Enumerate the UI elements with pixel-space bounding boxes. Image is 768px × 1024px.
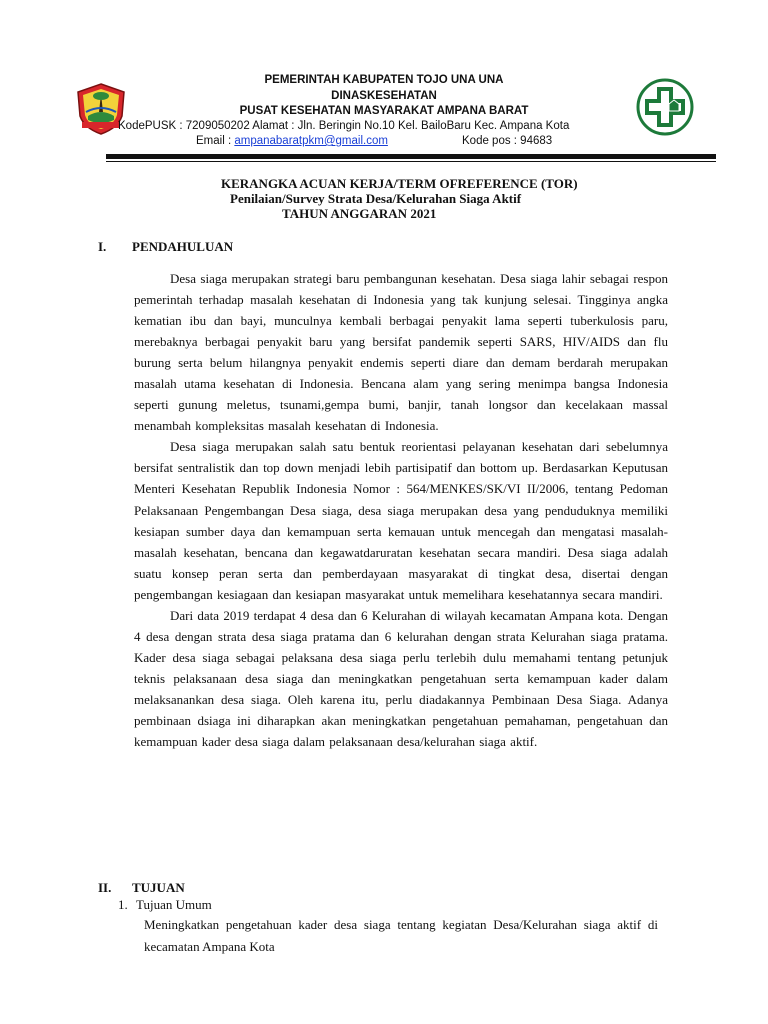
paragraph-1: Desa siaga merupakan strategi baru pembangunan kesehatan. Desa siaga lahir sebagai respon pemerintah terhadap masalah kesehatan di Indonesia yang tak kunjung selesai. Tingginya angka kematian ibu dan bayi, munculnya kembali berbagai penyakit lama seperti tuberkulosis paru, merebaknya berbagai penyakit baru yang bersifat pandemik seperti SARS, HIV/AIDS dan flu burung serta belum hilangnya penyakit endemis seperti diare dan demam berdarah merupakan masalah utama kesehatan di Indonesia. Bencana alam yang sering menimpa bangsa Indonesia seperti gunung meletus, tsunami,gempa bumi, banjir, tanah longsor dan kecelakaan massal menambah kompleksitas masalah kesehatan di Indonesia. <box>134 271 668 434</box>
email-link[interactable]: ampanabaratpkm@gmail.com <box>234 135 388 147</box>
section-1-title: PENDAHULUAN <box>132 239 234 254</box>
section-2-title: TUJUAN <box>132 880 185 895</box>
postcode: Kode pos : 94683 <box>462 135 553 147</box>
general-objective-text: Meningkatkan pengetahuan kader desa siaga tentang kegiatan Desa/Kelurahan siaga aktif di kecamatan Ampana Kota <box>144 917 658 954</box>
title-line-3: TAHUN ANGGARAN 2021 <box>282 206 437 221</box>
subsection-title: Tujuan Umum <box>136 897 212 912</box>
letterhead-divider-thin <box>106 161 716 162</box>
title-line-1: KERANGKA ACUAN KERJA/TERM OFREFERENCE (TOR) <box>221 176 578 191</box>
government-name: PEMERINTAH KABUPATEN TOJO UNA UNA <box>264 74 504 86</box>
address-line: KodePUSK : 7209050202 Alamat : Jln. Beringin No.10 Kel. BailoBaru Kec. Ampana Kota <box>118 120 570 132</box>
paragraph-2: Desa siaga merupakan salah satu bentuk reorientasi pelayanan kesehatan dari sebelumnya bersifat sentralistik dan top down menjadi lebih partisipatif dan bottom up. Berdasarkan Keputusan Menteri Kesehatan Republik Indonesia Nomor : 564/MENKES/SK/VI II/2006, tentang Pedoman Pelaksanaan Pengembangan Desa siaga, desa siaga merupakan desa yang penduduknya memiliki kesiapan sumber daya dan kemampuan serta kemauan untuk mencegah dan mengatasi masalah-masalah kesehatan, bencana dan kegawatdaruratan kesehatan secara mandiri. Desa siaga adalah suatu konsep peran serta dan pemberdayaan masyarakat di tingkat desa, disertai dengan pengembangan kesiagaan dan kesiapan masyarakat untuk memelihara kesehatannya secara mandiri. <box>134 439 668 602</box>
letterhead <box>0 0 768 165</box>
department-name: DINASKESEHATAN <box>331 90 437 102</box>
email-label: Email : <box>196 135 235 147</box>
subsection-number: 1. <box>118 897 128 912</box>
general-objective <box>144 914 658 958</box>
letterhead-divider-thick <box>106 154 716 159</box>
email-line <box>196 133 456 149</box>
section-1-body <box>134 268 668 752</box>
section-2-number: II. <box>98 880 112 895</box>
section-1-number: I. <box>98 239 107 254</box>
puskesmas-name: PUSAT KESEHATAN MASYARAKAT AMPANA BARAT <box>239 105 529 117</box>
title-line-2: Penilaian/Survey Strata Desa/Kelurahan Siaga Aktif <box>230 191 522 206</box>
paragraph-3: Dari data 2019 terdapat 4 desa dan 6 Kelurahan di wilayah kecamatan Ampana kota. Dengan 4 desa dengan strata desa siaga pratama dan 6 kelurahan dengan strata Kelurahan siaga pratama. Kader desa siaga sebagai pelaksana desa siaga perlu terlebih dulu memahami tentang petunjuk teknis pelaksanaan desa siaga dan meningkatkan pengetahuan serta kemampuan kader dalam melaksanankan desa siaga. Oleh karena itu, perlu diadakannya Pembinaan Desa Siaga. Adanya pembinaan dsiaga ini diharapkan akan meningkatkan pengetahuan pemahaman, pengetahuan dan kemampuan kader desa siaga dalam pelaksanaan desa/kelurahan siaga aktif. <box>134 607 668 750</box>
